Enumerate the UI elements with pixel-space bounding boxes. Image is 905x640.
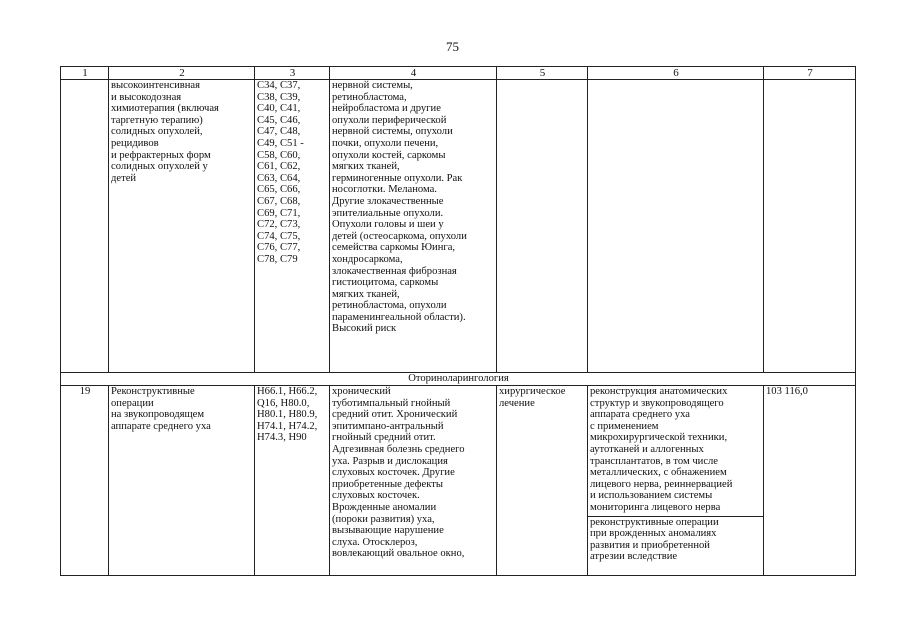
treatment-method-2: реконструктивные операции при врожденных аномалиях развития и приобретенной атрезии вследствие [590,516,719,563]
patient-model-cell: хронический туботимпальный гнойный средний отит. Хронический эпитимпано-антральный гнойный средний отит. Адгезивная болезнь среднего уха. Разрыв и дислокация слуховых косточек. Другие приобретенные дефекты слуховых косточек. Врожденные аномалии (пороки развития) уха, вызывающие нарушение слуха. Отосклероз, вовлекающий овальное окно, [330,386,497,576]
procedure-name-cell: Реконструктивные операции на звукопроводящем аппарате среднего уха [109,386,255,576]
column-number: 2 [109,67,255,80]
treatment-method-1: реконструкция анатомических структур и звукопроводящего аппарата среднего уха с применением микрохирургической техники, аутотканей и аллогенных трансплантатов, в том числе металлических, с обнажением лицевого нерва, реиннервацией и использованием системы мониторинга лицевого нерва [588,386,763,517]
row-number-cell [61,80,109,373]
cost-cell: 103 116,0 [764,386,856,576]
column-number-row [61,67,856,80]
patient-model-cell: нервной системы, ретинобластома, нейробластома и другие опухоли периферической нервной системы, опухоли почки, опухоли печени, опухоли костей, саркомы мягких тканей, герминогенные опухоли. Рак носоглотки. Меланома. Другие злокачественные эпителиальные опухоли. Опухоли головы и шеи у детей (остеосаркома, опухоли семейства саркомы Юинга, хондросаркома, злокачественная фиброзная гистиоцитома, саркомы мягких тканей, ретинобластома, опухоли параменингеальной области). Высокий риск [330,80,497,373]
treatment-method-cell [588,80,764,373]
column-number: 6 [588,67,764,80]
diagnosis-codes-cell: C34, C37, C38, C39, C40, C41, C45, C46, C47, C48, C49, C51 - C58, C60, C61, C62, C63, C64, C65, C66, C67, C68, C69, C71, C72, C73, C74, C75, C76, C77, C78, C79 [255,80,330,373]
section-row [61,373,856,386]
column-number: 1 [61,67,109,80]
procedure-name-cell: высокоинтенсивная и высокодозная химиотерапия (включая таргетную терапию) солидных опухолей, рецидивов и рефрактерных форм солидных опухолей у детей [109,80,255,373]
column-number: 3 [255,67,330,80]
cost-cell [764,80,856,373]
row-number-cell: 19 [61,386,109,576]
column-number: 4 [330,67,497,80]
treatment-type-cell: хирургическое лечение [497,386,588,576]
column-number: 5 [497,67,588,80]
treatment-type-cell [497,80,588,373]
diagnosis-codes-cell: H66.1, H66.2, Q16, H80.0, H80.1, H80.9, H74.1, H74.2, H74.3, H90 [255,386,330,576]
column-number: 7 [764,67,856,80]
medical-care-table [60,66,856,576]
table-row [61,80,856,373]
treatment-method-cell [588,386,764,576]
table-row [61,386,856,576]
page-number: 75 [446,39,459,54]
section-title: Оториноларингология [61,373,856,386]
